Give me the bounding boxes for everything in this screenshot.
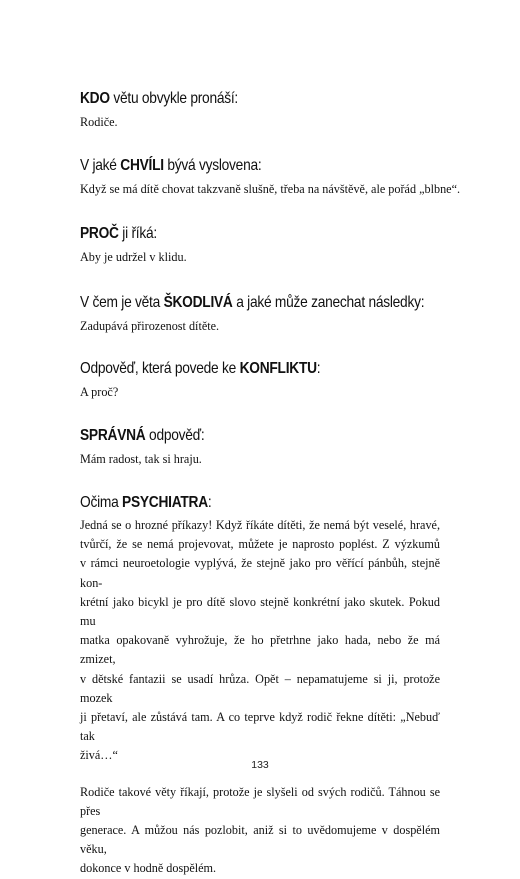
section-heading: SPRÁVNÁ odpověď:: [80, 427, 205, 444]
section-conflict: [80, 359, 440, 402]
section-answer: Mám radost, tak si hraju.: [80, 452, 202, 466]
section-why: [80, 224, 440, 267]
paragraph-line: Jedná se o hrozné příkazy! Když říkáte dítěti, že nemá být veselé, hravé,: [80, 518, 440, 532]
paragraph-line: ji přetaví, ale zůstává tam. A co teprve když rodič řekne dítěti: „Nebuď tak: [80, 710, 440, 744]
section-who: [80, 89, 440, 132]
paragraph-line: dokonce v hodně dospělém.: [80, 861, 217, 876]
section-heading: Odpověď, která povede ke KONFLIKTU:: [80, 360, 321, 377]
section-psychiatrist: [80, 493, 440, 879]
paragraph-line: v dětské fantazii se usadí hrůza. Opět – nepamatujeme si ji, protože mozek: [80, 671, 440, 705]
paragraph-line: matka opakovaně vyhrožuje, že ho přetrhne jako hada, nebo že má zmizet,: [80, 633, 440, 667]
paragraph-line: tvůrčí, že se nemá projevovat, můžete je naprosto poplést. Z výzkumů: [80, 537, 440, 552]
page-number: 133: [251, 759, 269, 771]
paragraph-line: krétní jako bicykl je pro dítě slovo stejně konkrétní jako skutek. Pokud mu: [80, 594, 440, 629]
section-answer: A proč?: [80, 385, 119, 399]
paragraph-line: živá…“: [80, 748, 118, 763]
section-heading: KDO větu obvykle pronáší:: [80, 90, 238, 107]
section-answer: Aby je udržel v klidu.: [80, 250, 187, 264]
section-answer: Zadupává přirozenost dítěte.: [80, 319, 220, 333]
psychiatrist-paragraph-2: [80, 783, 440, 879]
paragraph-line: v rámci neuroetologie vyplývá, že stejně jako pro věřící pánbůh, stejně kon-: [80, 556, 440, 590]
section-correct: [80, 426, 440, 469]
section-harmful: [80, 293, 440, 336]
section-heading: PROČ ji říká:: [80, 225, 157, 242]
section-answer: Rodiče.: [80, 115, 118, 129]
section-answer: Když se má dítě chovat takzvaně slušně, třeba na návštěvě, ale pořád „blbne“.: [80, 182, 461, 196]
section-heading: V čem je věta ŠKODLIVÁ a jaké může zanechat následky:: [80, 294, 425, 311]
section-when: [80, 156, 461, 199]
psychiatrist-paragraph-1: [80, 516, 440, 766]
paragraph-line: Rodiče takové věty říkají, protože je slyšeli od svých rodičů. Táhnou se přes: [80, 784, 440, 818]
section-heading: Očima PSYCHIATRA:: [80, 494, 212, 511]
section-heading: V jaké CHVÍLI bývá vyslovena:: [80, 157, 262, 174]
paragraph-line: generace. A můžou nás pozlobit, aniž si to uvědomujeme v dospělém věku,: [80, 823, 440, 857]
